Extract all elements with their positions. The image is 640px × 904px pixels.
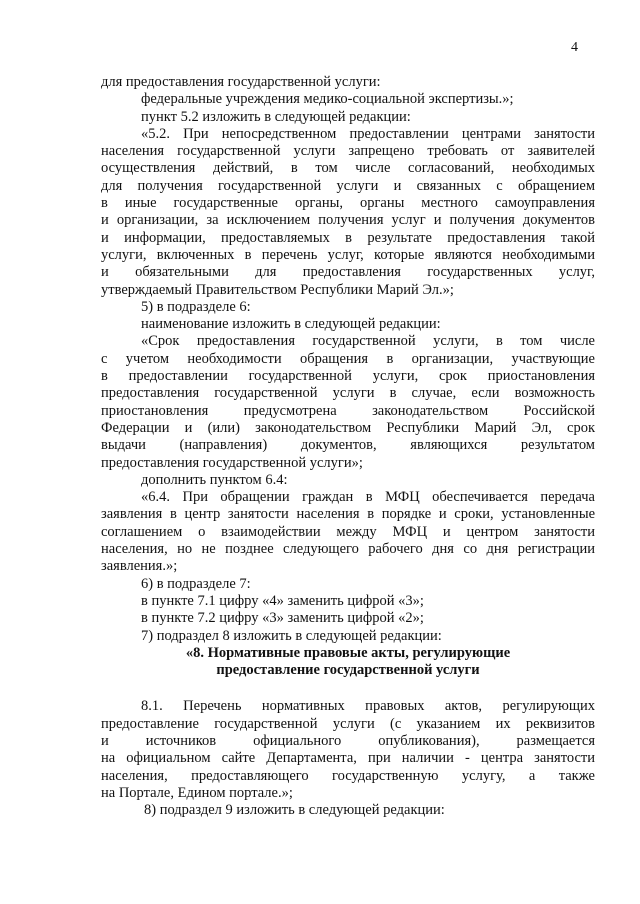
text-line: 8.1. Перечень нормативных правовых актов, регулирующих <box>141 698 595 715</box>
text-line: 8) подраздел 9 изложить в следующей редакции: <box>144 802 445 819</box>
text-line: и источников официального опубликования), размещается <box>101 732 595 749</box>
text-line: населения государственной услуги запрещено требовать от заявителей <box>101 143 595 160</box>
page-number: 4 <box>571 40 578 55</box>
text-line: для получения государственной услуги и связанных с обращением <box>101 177 595 194</box>
text-line: в предоставлении государственной услуги, срок приостановления <box>101 368 595 385</box>
text-line: «5.2. При непосредственном предоставлении центрами занятости <box>141 125 595 142</box>
text-line: «Срок предоставления государственной услуги, в том числе <box>141 333 595 350</box>
text-line: дополнить пунктом 6.4: <box>141 471 288 488</box>
text-line: 6) в подразделе 7: <box>141 575 251 592</box>
text-line: предоставления государственной услуги»; <box>101 454 363 471</box>
text-line: федеральные учреждения медико-социальной экспертизы.»; <box>141 91 514 108</box>
text-line: для предоставления государственной услуги: <box>101 74 381 90</box>
text-line: соглашением о взаимодействии между МФЦ и центром занятости <box>101 523 595 540</box>
text-line: заявления.»; <box>101 558 178 575</box>
text-line: выдачи (направления) документов, являющихся результатом <box>101 437 595 454</box>
text-line: заявления в центр занятости населения в порядке и сроки, установленные <box>101 506 595 523</box>
text-line: в пункте 7.2 цифру «3» заменить цифрой «2»; <box>141 610 424 627</box>
text-line: и организации, за исключением получения услуг и получения документов <box>101 212 595 229</box>
text-line: в иные государственные органы, органы местного самоуправления <box>101 195 595 212</box>
text-line: предоставление государственной услуги (с указанием их реквизитов <box>101 715 595 732</box>
text-line: 7) подраздел 8 изложить в следующей редакции: <box>141 627 442 644</box>
text-line: осуществления действий, в том числе согласований, необходимых <box>101 160 595 177</box>
text-line: приостановления предусмотрена законодательством Российской <box>101 402 595 419</box>
text-line: на официальном сайте Департамента, при наличии - центра занятости <box>101 750 595 767</box>
text-line: утверждаемый Правительством Республики Марий Эл.»; <box>101 281 454 298</box>
text-line: населения, но не позднее следующего рабочего дня со дня регистрации <box>101 541 595 558</box>
text-line: предоставления государственной услуги в случае, если возможность <box>101 385 595 402</box>
text-line: населения, предоставляющего государственную услугу, а также <box>101 767 595 784</box>
text-line: и обязательными для предоставления государственных услуг, <box>101 264 595 281</box>
text-line: «6.4. При обращении граждан в МФЦ обеспечивается передача <box>141 489 595 506</box>
text-line: наименование изложить в следующей редакции: <box>141 316 441 333</box>
text-line: Федерации и (или) законодательством Республики Марий Эл, срок <box>101 419 595 436</box>
text-line: 5) в подразделе 6: <box>141 298 251 315</box>
text-line: пункт 5.2 изложить в следующей редакции: <box>141 108 411 125</box>
text-line: в пункте 7.1 цифру «4» заменить цифрой «3»; <box>141 592 424 609</box>
text-line: и информации, предоставляемых в результате предоставления такой <box>101 229 595 246</box>
paragraph-gap <box>101 679 595 698</box>
text-line: на Портале, Едином портале.»; <box>101 784 293 801</box>
section-heading-line-2: предоставление государственной услуги <box>216 662 480 679</box>
text-line: с учетом необходимости обращения в организации, участвующие <box>101 350 595 367</box>
text-line: услуги, включенных в перечень услуг, которые являются необходимыми <box>101 246 595 263</box>
section-heading-line-1: «8. Нормативные правовые акты, регулирующие <box>185 644 511 661</box>
document-body <box>101 74 595 819</box>
